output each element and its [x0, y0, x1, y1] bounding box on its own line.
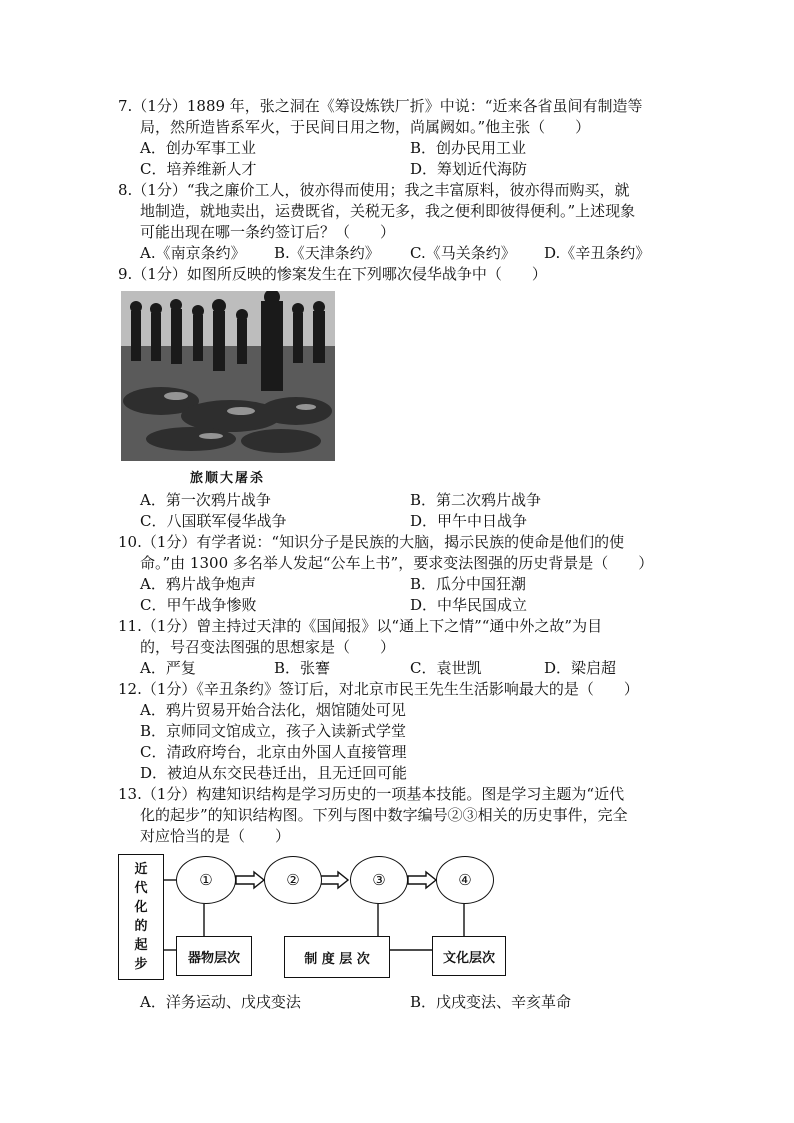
question-11-stem-line-1: 11.（1分）曾主持过天津的《国闻报》以“通上下之情”“通中外之故”为目 [118, 617, 603, 635]
option-a[interactable]: A．鸦片战争炮声 [140, 575, 256, 593]
question-9-options-row-2 [118, 511, 678, 532]
question-11-stem-line-2: 的，号召变法图强的思想家是（ ） [140, 638, 396, 656]
question-9-options-row-1 [118, 490, 678, 511]
diagram-circle-2: ② [264, 856, 322, 904]
option-a[interactable]: A.《南京条约》 [140, 244, 246, 262]
side-label-char: 代 [134, 881, 148, 896]
option-d[interactable]: D．筹划近代海防 [410, 160, 528, 178]
side-label-char: 起 [134, 938, 148, 953]
diagram-circle-3: ③ [350, 856, 408, 904]
question-8-options-row [118, 243, 678, 264]
option-c[interactable]: C．袁世凯 [410, 659, 482, 677]
option-a[interactable]: A．创办军事工业 [140, 139, 256, 157]
question-7-stem-line-2: 局，然所造皆系军火，于民间日用之物，尚属阙如。”他主张（ ） [140, 118, 591, 136]
option-d[interactable]: D.《辛丑条约》 [544, 244, 651, 262]
option-b[interactable]: B．京师同文馆成立，孩子入读新式学堂 [140, 722, 407, 740]
question-10-options-row-2 [118, 595, 678, 616]
side-label-char: 近 [134, 862, 148, 877]
diagram-box-institution: 制 度 层 次 [284, 936, 390, 978]
option-c[interactable]: C．甲午战争惨败 [140, 596, 257, 614]
option-b[interactable]: B．第二次鸦片战争 [410, 491, 542, 509]
question-13-stem-line-1: 13.（1分）构建知识结构是学习历史的一项基本技能。图是学习主题为“近代 [118, 785, 625, 803]
diagram-box-material: 器物层次 [176, 936, 252, 976]
option-c[interactable]: C．清政府垮台，北京由外国人直接管理 [140, 743, 407, 761]
option-b[interactable]: B.《天津条约》 [274, 244, 380, 262]
question-8 [118, 180, 678, 264]
option-c[interactable]: C．培养维新人才 [140, 160, 257, 178]
question-8-stem-line-2: 地制造，就地卖出，运费既省，关税无多，我之便利即彼得便利。”上述现象 [140, 202, 636, 220]
side-label-char: 步 [134, 957, 148, 972]
option-c[interactable]: C．八国联军侵华战争 [140, 512, 287, 530]
question-7-options-row-1 [118, 138, 678, 159]
question-12-stem: 12.（1分）《辛丑条约》签订后，对北京市民王先生生活影响最大的是（ ） [118, 680, 639, 698]
question-13-options [118, 992, 678, 1013]
question-11-options-row [118, 658, 678, 679]
question-7 [118, 96, 678, 180]
option-a[interactable]: A．严复 [140, 659, 196, 677]
diagram-circle-4: ④ [436, 856, 494, 904]
side-label-char: 的 [134, 919, 148, 934]
option-b[interactable]: B．瓜分中国狂潮 [410, 575, 527, 593]
option-b[interactable]: B．创办民用工业 [410, 139, 527, 157]
question-8-stem-line-1: 8.（1分）“我之廉价工人，彼亦得而使用；我之丰富原料，彼亦得而购买，就 [118, 181, 630, 199]
option-c[interactable]: C.《马关条约》 [410, 244, 516, 262]
option-d[interactable]: D．甲午中日战争 [410, 512, 528, 530]
option-d[interactable]: D．梁启超 [544, 659, 617, 677]
diagram-box-culture: 文化层次 [432, 936, 506, 976]
question-10 [118, 532, 678, 616]
side-label-char: 化 [134, 900, 148, 915]
question-10-stem-line-2: 命。”由 1300 多名举人发起“公车上书”，要求变法图强的历史背景是（ ） [140, 554, 654, 572]
photo-caption: 旅顺大屠杀 [190, 471, 266, 486]
lushun-massacre-photo [121, 291, 335, 461]
question-13-options-row [118, 992, 678, 1013]
question-7-options-row-2 [118, 159, 678, 180]
option-a[interactable]: A．第一次鸦片战争 [140, 491, 271, 509]
option-d[interactable]: D．中华民国成立 [410, 596, 528, 614]
question-8-stem-line-3: 可能出现在哪一条约签订后？（ ） [140, 223, 396, 241]
diagram-side-label [118, 854, 164, 980]
option-d[interactable]: D．被迫从东交民巷迁出，且无迁回可能 [140, 764, 408, 782]
option-b[interactable]: B．张謇 [274, 659, 331, 677]
question-13-stem-line-2: 化的起步”的知识结构图。下列与图中数字编号②③相关的历史事件，完全 [140, 806, 628, 824]
option-b[interactable]: B．戊戌变法、辛亥革命 [410, 993, 572, 1011]
question-7-stem-line-1: 7.（1分）1889 年，张之洞在《筹设炼铁厂折》中说：“近来各省虽间有制造等 [118, 97, 643, 115]
option-a[interactable]: A．鸦片贸易开始合法化，烟馆随处可见 [140, 701, 406, 719]
question-11 [118, 616, 678, 679]
question-9-options [118, 490, 678, 532]
question-10-stem-line-1: 10.（1分）有学者说：“知识分子是民族的大脑，揭示民族的使命是他们的使 [118, 533, 625, 551]
question-9 [118, 264, 678, 285]
question-13-stem-line-3: 对应恰当的是（ ） [140, 827, 291, 845]
question-12 [118, 679, 678, 784]
diagram-circle-1: ① [176, 856, 236, 904]
knowledge-structure-diagram [118, 852, 678, 982]
option-a[interactable]: A．洋务运动、戊戌变法 [140, 993, 301, 1011]
question-9-stem: 9.（1分）如图所反映的惨案发生在下列哪次侵华战争中（ ） [118, 265, 547, 283]
question-10-options-row-1 [118, 574, 678, 595]
question-13 [118, 784, 678, 847]
